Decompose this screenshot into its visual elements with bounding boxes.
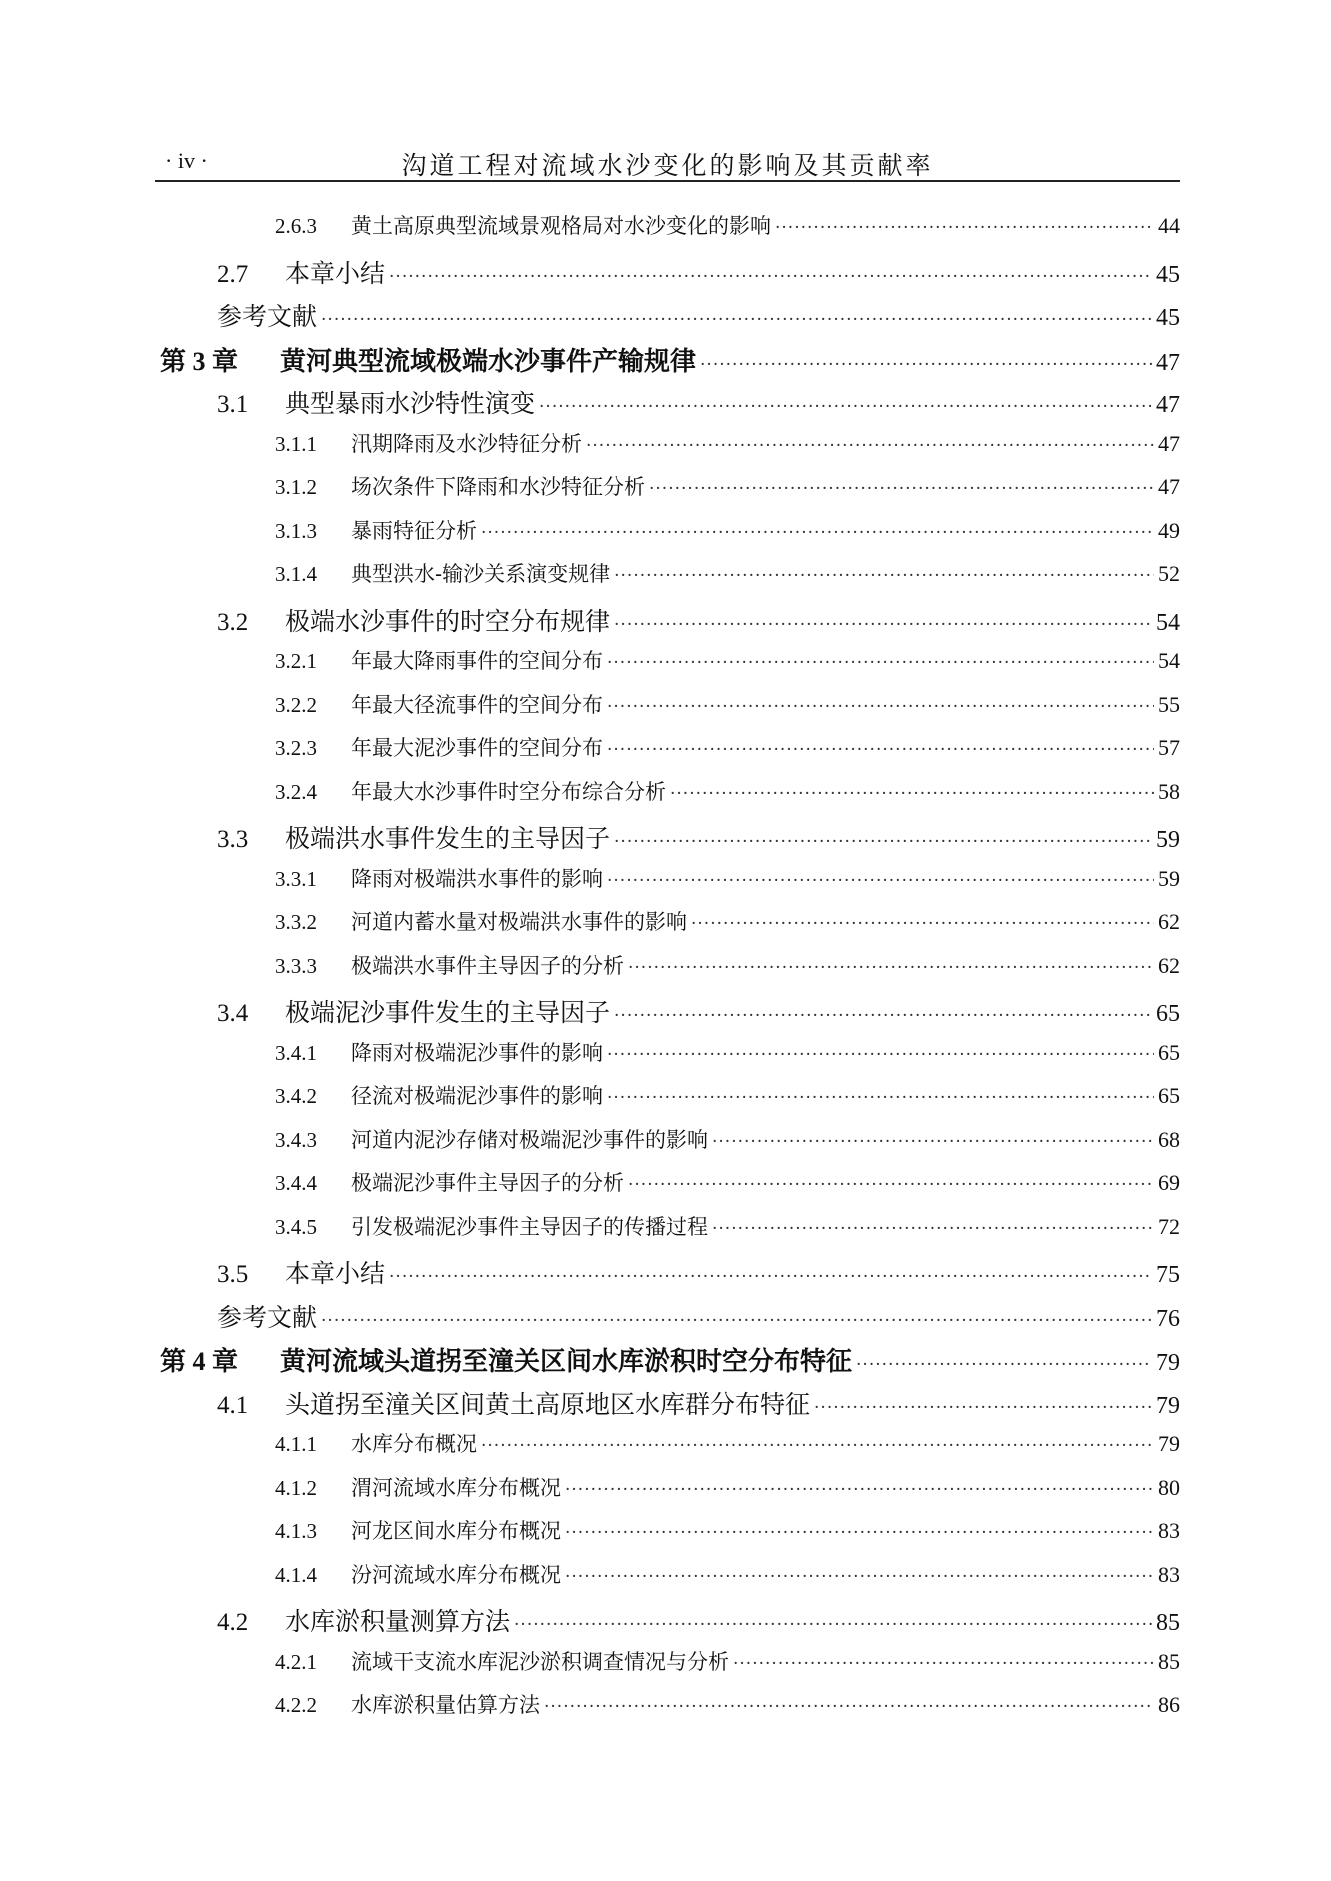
toc-entry[interactable] <box>155 1211 1180 1255</box>
toc-entry-number: 4.1 <box>217 1391 249 1419</box>
toc-entry-number: 3.1 <box>217 391 249 418</box>
toc-entry-number: 4.1.1 <box>275 1432 317 1456</box>
toc-entry-number: 3.3.2 <box>275 910 317 934</box>
toc-entry-page: 72 <box>1158 1213 1180 1239</box>
toc-entry-page: 83 <box>1158 1518 1180 1543</box>
toc-entry[interactable] <box>155 1254 1180 1298</box>
toc-entry-number: 4.2 <box>217 1609 249 1636</box>
toc-entry-title: 降雨对极端洪水事件的影响 <box>351 866 603 891</box>
toc-entry-title: 年最大水沙事件时空分布综合分析 <box>351 779 666 804</box>
toc-entry-number: 3.3.1 <box>275 866 317 891</box>
toc-entry-title: 年最大径流事件的空间分布 <box>351 692 603 717</box>
toc-entry-number: 4.2.1 <box>275 1649 317 1674</box>
toc-entry[interactable] <box>155 210 1180 254</box>
toc-entry[interactable] <box>155 993 1180 1037</box>
toc-entry[interactable] <box>155 297 1180 341</box>
toc-entry-page: 47 <box>1158 474 1180 499</box>
toc-entry-title: 径流对极端泥沙事件的影响 <box>351 1084 603 1108</box>
dot-leader <box>614 1006 1152 1026</box>
toc-entry-page: 59 <box>1156 827 1180 853</box>
toc-entry-page: 52 <box>1158 561 1180 586</box>
dot-leader <box>544 1697 1154 1717</box>
toc-entry-title: 汾河流域水库分布概况 <box>351 1562 561 1587</box>
toc-entry[interactable] <box>155 819 1180 863</box>
toc-entry-number: 3.2.3 <box>275 736 317 760</box>
dot-leader <box>607 653 1154 673</box>
dot-leader <box>481 523 1154 543</box>
toc-entry-title: 河道内泥沙存储对极端泥沙事件的影响 <box>351 1127 708 1152</box>
dot-leader <box>321 310 1152 330</box>
toc-entry-title: 极端泥沙事件发生的主导因子 <box>285 998 611 1027</box>
toc-entry-page: 45 <box>1156 261 1180 288</box>
dot-leader <box>389 267 1152 287</box>
toc-entry-page: 44 <box>1158 213 1180 238</box>
toc-entry[interactable] <box>155 776 1180 820</box>
toc-entry-page: 79 <box>1156 1350 1180 1376</box>
toc-entry-number: 3.2.2 <box>275 692 317 717</box>
toc-entry[interactable] <box>155 515 1180 559</box>
toc-entry-page: 79 <box>1158 1431 1180 1456</box>
toc-entry-page: 65 <box>1156 1001 1180 1027</box>
toc-entry[interactable] <box>155 1602 1180 1646</box>
toc-entry-page: 62 <box>1158 952 1180 978</box>
toc-entry[interactable] <box>155 1689 1180 1733</box>
toc-entry[interactable] <box>155 254 1180 298</box>
toc-entry-title: 河道内蓄水量对极端洪水事件的影响 <box>351 910 687 934</box>
dot-leader <box>775 218 1154 238</box>
toc-entry-page: 54 <box>1156 609 1180 636</box>
dot-leader <box>607 697 1154 717</box>
toc-entry[interactable] <box>155 645 1180 689</box>
toc-entry-number: 4.1.3 <box>275 1519 317 1543</box>
toc-entry-title: 引发极端泥沙事件主导因子的传播过程 <box>351 1214 708 1239</box>
dot-leader <box>565 1567 1154 1587</box>
running-title: 沟道工程对流域水沙变化的影响及其贡献率 <box>401 151 934 180</box>
toc-entry-number: 3.1.2 <box>275 475 317 499</box>
toc-entry[interactable] <box>155 906 1180 950</box>
toc-entry[interactable] <box>155 732 1180 776</box>
toc-entry-title: 参考文献 <box>217 302 318 331</box>
toc-entry[interactable] <box>155 1385 1180 1429</box>
toc-entry-title: 流域干支流水库泥沙淤积调查情况与分析 <box>351 1649 729 1674</box>
toc-entry-title: 参考文献 <box>217 1302 318 1332</box>
toc-entry-page: 55 <box>1158 691 1180 717</box>
page-header <box>155 140 1180 182</box>
toc-entry-page: 80 <box>1158 1474 1180 1500</box>
toc-entry[interactable] <box>155 341 1180 385</box>
toc-entry-number: 3.1.1 <box>275 431 317 456</box>
toc-entry-page: 75 <box>1156 1262 1180 1288</box>
dot-leader <box>628 1175 1154 1195</box>
toc-entry-number: 3.3.3 <box>275 953 317 978</box>
dot-leader <box>712 1219 1154 1239</box>
toc-entry-page: 85 <box>1158 1648 1180 1674</box>
toc-entry[interactable] <box>155 602 1180 646</box>
dot-leader <box>607 740 1154 760</box>
toc-entry[interactable] <box>155 1167 1180 1211</box>
toc-entry-page: 76 <box>1156 1305 1180 1332</box>
dot-leader <box>607 871 1154 891</box>
table-of-contents <box>155 210 1180 1733</box>
dot-leader <box>614 615 1152 635</box>
toc-entry-title: 暴雨特征分析 <box>351 518 477 543</box>
toc-entry-page: 79 <box>1156 1392 1180 1419</box>
dot-leader <box>481 1436 1154 1456</box>
toc-entry-title: 黄河典型流域极端水沙事件产输规律 <box>280 346 697 377</box>
dot-leader <box>614 832 1152 852</box>
toc-entry-page: 69 <box>1158 1170 1180 1195</box>
toc-entry-page: 49 <box>1158 517 1180 543</box>
dot-leader <box>691 914 1154 934</box>
toc-entry-number: 3.1.3 <box>275 518 317 543</box>
toc-entry-title: 黄河流域头道拐至潼关区间水库淤积时空分布特征 <box>280 1347 853 1377</box>
toc-entry-number: 3.4.4 <box>275 1171 317 1195</box>
dot-leader <box>565 1523 1154 1543</box>
toc-entry[interactable] <box>155 1515 1180 1559</box>
toc-entry-title: 极端洪水事件主导因子的分析 <box>351 953 624 978</box>
dot-leader <box>712 1132 1154 1152</box>
toc-entry-title: 汛期降雨及水沙特征分析 <box>351 431 582 456</box>
dot-leader <box>321 1311 1152 1331</box>
toc-entry-title: 典型洪水-输沙关系演变规律 <box>351 562 611 586</box>
toc-entry-page: 65 <box>1158 1083 1180 1108</box>
toc-entry-number: 3.4.5 <box>275 1214 317 1239</box>
toc-entry-number: 3.4 <box>217 1000 249 1027</box>
dot-leader <box>565 1480 1154 1500</box>
toc-entry-number: 2.6.3 <box>275 214 317 238</box>
toc-entry[interactable] <box>155 1037 1180 1081</box>
dot-leader <box>733 1654 1154 1674</box>
toc-entry[interactable] <box>155 1646 1180 1690</box>
toc-entry-number: 3.5 <box>217 1261 249 1288</box>
toc-entry[interactable] <box>155 428 1180 472</box>
toc-entry-title: 渭河流域水库分布概况 <box>351 1475 561 1500</box>
toc-entry-number: 3.2 <box>217 608 249 636</box>
toc-entry-title: 典型暴雨水沙特性演变 <box>285 389 536 418</box>
toc-entry[interactable] <box>155 471 1180 515</box>
toc-entry-number: 3.4.1 <box>275 1040 317 1065</box>
dot-leader <box>586 436 1154 456</box>
toc-entry-page: 58 <box>1158 778 1180 804</box>
toc-entry-page: 83 <box>1158 1561 1180 1587</box>
toc-entry-page: 45 <box>1156 305 1180 331</box>
toc-entry-title: 极端洪水事件发生的主导因子 <box>285 824 611 853</box>
toc-entry-number: 第 4 章 <box>160 1347 239 1376</box>
toc-entry-title: 年最大泥沙事件的空间分布 <box>351 736 603 760</box>
toc-entry-title: 水库淤积量测算方法 <box>285 1607 511 1636</box>
toc-entry-title: 场次条件下降雨和水沙特征分析 <box>351 475 645 499</box>
dot-leader <box>628 958 1154 978</box>
toc-entry-page: 68 <box>1158 1126 1180 1152</box>
toc-entry-number: 第 3 章 <box>160 346 239 376</box>
toc-entry-page: 57 <box>1158 735 1180 760</box>
toc-entry-page: 47 <box>1158 430 1180 456</box>
dot-leader <box>607 1088 1154 1108</box>
toc-entry-title: 年最大降雨事件的空间分布 <box>351 649 603 673</box>
dot-leader <box>539 397 1152 417</box>
toc-entry[interactable] <box>155 863 1180 907</box>
toc-entry[interactable] <box>155 1298 1180 1342</box>
toc-entry-number: 4.1.2 <box>275 1475 317 1500</box>
toc-entry-number: 3.4.3 <box>275 1127 317 1152</box>
toc-entry-title: 本章小结 <box>285 1259 386 1288</box>
toc-entry-page: 47 <box>1156 392 1180 418</box>
toc-entry-page: 54 <box>1158 648 1180 673</box>
toc-entry-number: 3.3 <box>217 826 249 853</box>
toc-entry-page: 86 <box>1158 1692 1180 1717</box>
dot-leader <box>389 1267 1152 1287</box>
toc-entry-title: 河龙区间水库分布概况 <box>351 1519 561 1543</box>
dot-leader <box>856 1355 1152 1375</box>
toc-entry-page: 59 <box>1158 865 1180 891</box>
toc-entry[interactable] <box>155 1472 1180 1516</box>
toc-entry[interactable] <box>155 689 1180 733</box>
dot-leader <box>700 355 1152 375</box>
toc-entry[interactable] <box>155 1080 1180 1124</box>
toc-entry-page: 85 <box>1156 1610 1180 1636</box>
toc-entry-page: 47 <box>1156 349 1180 376</box>
toc-entry-number: 4.2.2 <box>275 1693 317 1717</box>
toc-entry[interactable] <box>155 1124 1180 1168</box>
dot-leader <box>814 1398 1152 1418</box>
toc-entry-number: 3.1.4 <box>275 562 317 586</box>
toc-entry-title: 降雨对极端泥沙事件的影响 <box>351 1040 603 1065</box>
toc-entry-title: 极端泥沙事件主导因子的分析 <box>351 1171 624 1195</box>
toc-entry[interactable] <box>155 558 1180 602</box>
toc-entry-number: 4.1.4 <box>275 1562 317 1587</box>
toc-entry-number: 3.2.1 <box>275 649 317 673</box>
toc-entry-title: 水库淤积量估算方法 <box>351 1693 540 1717</box>
dot-leader <box>670 784 1154 804</box>
dot-leader <box>614 566 1154 586</box>
toc-entry-title: 本章小结 <box>285 258 386 288</box>
toc-entry-page: 62 <box>1158 909 1180 934</box>
dot-leader <box>607 1045 1154 1065</box>
toc-entry[interactable] <box>155 1559 1180 1603</box>
toc-entry[interactable] <box>155 1341 1180 1385</box>
toc-entry-number: 3.4.2 <box>275 1084 317 1108</box>
toc-entry[interactable] <box>155 950 1180 994</box>
toc-entry-page: 65 <box>1158 1039 1180 1065</box>
toc-entry[interactable] <box>155 1428 1180 1472</box>
page-number: · iv · <box>165 148 208 173</box>
toc-entry-title: 黄土高原典型流域景观格局对水沙变化的影响 <box>351 214 771 238</box>
toc-entry-title: 水库分布概况 <box>351 1432 477 1456</box>
dot-leader <box>514 1615 1152 1635</box>
toc-entry-number: 2.7 <box>217 260 249 288</box>
toc-entry-number: 3.2.4 <box>275 779 317 804</box>
toc-entry-title: 头道拐至潼关区间黄土高原地区水库群分布特征 <box>285 1389 811 1419</box>
dot-leader <box>649 479 1154 499</box>
toc-entry[interactable] <box>155 384 1180 428</box>
toc-entry-title: 极端水沙事件的时空分布规律 <box>285 606 611 636</box>
